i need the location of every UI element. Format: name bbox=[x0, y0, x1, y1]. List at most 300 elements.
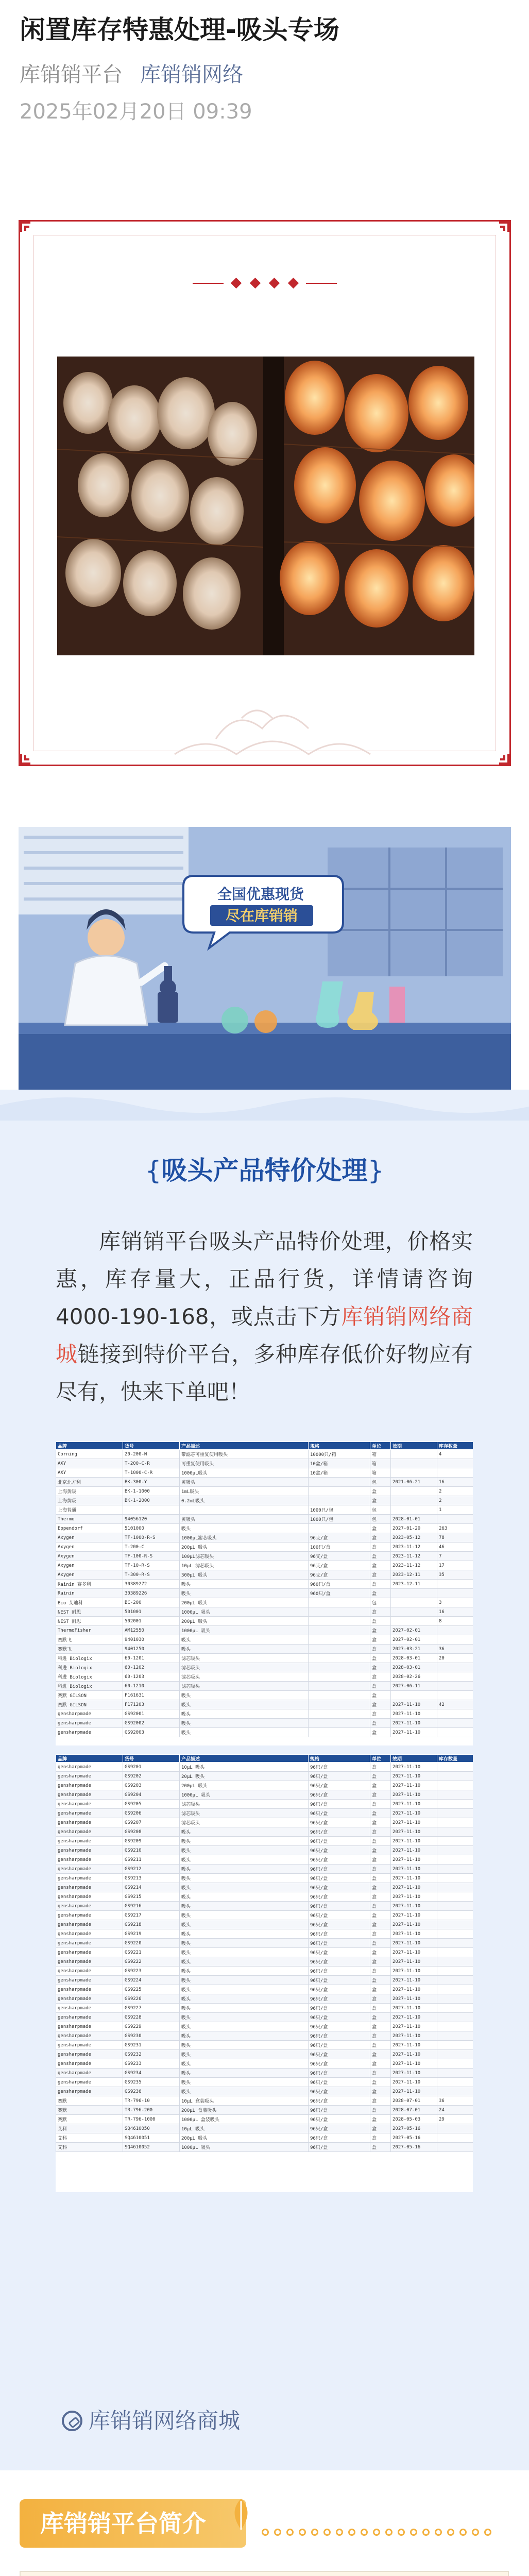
table-cell: 吸头 bbox=[180, 2031, 309, 2041]
table-row bbox=[56, 1772, 473, 1781]
table-cell: gensharpmade bbox=[56, 1827, 123, 1837]
table-cell: 2027-02-01 bbox=[391, 1635, 437, 1645]
table-cell bbox=[309, 1654, 370, 1663]
table-row bbox=[56, 1459, 473, 1468]
table-cell: 盒 bbox=[370, 1911, 391, 1920]
table-cell: 2 bbox=[437, 1496, 473, 1505]
table-row bbox=[56, 1533, 473, 1543]
table-cell: 2027-11-10 bbox=[391, 1911, 437, 1920]
table-cell: 盒 bbox=[370, 1589, 391, 1598]
table-cell: 5101000 bbox=[123, 1524, 180, 1533]
table-cell: 96支/盒 bbox=[309, 1561, 370, 1570]
table-cell: 96只/盒 bbox=[309, 1772, 370, 1781]
table-cell: 96只/盒 bbox=[309, 1985, 370, 1994]
table-cell: 2027-11-10 bbox=[391, 1920, 437, 1929]
table-cell: 2027-11-10 bbox=[391, 2078, 437, 2087]
table-cell: Bio 艾迪科 bbox=[56, 1598, 123, 1607]
table-row bbox=[56, 1948, 473, 1957]
table-cell: 96只/盒 bbox=[309, 2031, 370, 2041]
table-cell: BK-300-Y bbox=[123, 1478, 180, 1487]
table-cell: 2027-11-10 bbox=[391, 1976, 437, 1985]
table-header-cell: 货号 bbox=[123, 1755, 180, 1762]
bubble-line1: 全国优惠现货 bbox=[217, 886, 304, 903]
table-cell: Rainin bbox=[56, 1589, 123, 1598]
table-cell: 96只/盒 bbox=[309, 1855, 370, 1865]
table-cell: 科进 Biologix bbox=[56, 1663, 123, 1672]
table-cell: 盒 bbox=[370, 2069, 391, 2078]
table-cell: 9401250 bbox=[123, 1645, 180, 1654]
table-cell: 盒 bbox=[370, 1874, 391, 1883]
table-row bbox=[56, 1883, 473, 1892]
table-cell: 赛默飞 bbox=[56, 1645, 123, 1654]
table-cell: gensharpmade bbox=[56, 2050, 123, 2059]
table-cell: 上海黄吸 bbox=[56, 1487, 123, 1496]
table-cell bbox=[437, 1818, 473, 1827]
table-row bbox=[56, 1874, 473, 1883]
table-cell bbox=[437, 2022, 473, 2031]
table-row bbox=[56, 1855, 473, 1865]
table-cell bbox=[391, 1691, 437, 1700]
table-cell: 96只/盒 bbox=[309, 1790, 370, 1800]
table-cell: 科进 Biologix bbox=[56, 1654, 123, 1663]
table-row bbox=[56, 1543, 473, 1552]
table-cell: 盒 bbox=[370, 1994, 391, 2004]
table-cell: 96只/盒 bbox=[309, 2041, 370, 2050]
table-cell: T-1000-C-R bbox=[123, 1468, 180, 1478]
table-cell: gensharpmade bbox=[56, 2087, 123, 2096]
table-cell: 上海黄吸 bbox=[56, 1496, 123, 1505]
table-cell: 盒 bbox=[370, 1837, 391, 1846]
table-cell: Axygen bbox=[56, 1552, 123, 1561]
table-cell bbox=[437, 1468, 473, 1478]
table-cell: 2027-11-10 bbox=[391, 1709, 437, 1719]
table-cell: 盒 bbox=[370, 1700, 391, 1709]
table-cell bbox=[437, 1892, 473, 1902]
table-cell: 200μL 吸头 bbox=[180, 1781, 309, 1790]
table-row bbox=[56, 2022, 473, 2031]
table-cell: 包 bbox=[370, 1505, 391, 1515]
table-cell: 16 bbox=[437, 1478, 473, 1487]
table-cell: 盒 bbox=[370, 2115, 391, 2124]
table-cell: 盒 bbox=[370, 1929, 391, 1939]
publish-date: 2025年02月20日 09:39 bbox=[20, 100, 252, 124]
table-cell: GS92002 bbox=[123, 1719, 180, 1728]
table-cell: 吸头 bbox=[180, 1855, 309, 1865]
table-cell: 42 bbox=[437, 1700, 473, 1709]
table-cell: 盒 bbox=[370, 2041, 391, 2050]
table-cell: 滤芯吸头 bbox=[180, 1800, 309, 1809]
table-cell: gensharpmade bbox=[56, 2078, 123, 2087]
table-cell: 2027-11-10 bbox=[391, 1762, 437, 1772]
table-cell: 吸头 bbox=[180, 1902, 309, 1911]
table-cell: 1000μL 吸头 bbox=[180, 1790, 309, 1800]
table-cell bbox=[309, 1487, 370, 1496]
table-cell: 盒 bbox=[370, 1892, 391, 1902]
table-row bbox=[56, 2143, 473, 2152]
table-cell: 1000μL 吸头 bbox=[180, 1626, 309, 1635]
table-row bbox=[56, 1580, 473, 1589]
table-cell: GS9234 bbox=[123, 2069, 180, 2078]
table-cell: 2027-11-10 bbox=[391, 1846, 437, 1855]
table-cell: GS9225 bbox=[123, 1985, 180, 1994]
table-cell: 盒 bbox=[370, 1976, 391, 1985]
table-cell: 96只/盒 bbox=[309, 1929, 370, 1939]
table-cell: 带滤芯可重复使用吸头 bbox=[180, 1450, 309, 1459]
table-cell: 263 bbox=[437, 1524, 473, 1533]
table-cell bbox=[437, 1855, 473, 1865]
table-cell: 2028-07-01 bbox=[391, 2096, 437, 2106]
table-cell: 96只/盒 bbox=[309, 1892, 370, 1902]
table-cell: gensharpmade bbox=[56, 1892, 123, 1902]
table-row bbox=[56, 1719, 473, 1728]
table-cell: 盒 bbox=[370, 1487, 391, 1496]
price-table-2 bbox=[56, 1754, 473, 2192]
table-cell: GS9226 bbox=[123, 1994, 180, 2004]
table-cell bbox=[437, 2059, 473, 2069]
table-cell: 100只/盒 bbox=[309, 1543, 370, 1552]
table-cell: 艾科 bbox=[56, 2124, 123, 2133]
table-cell bbox=[437, 1663, 473, 1672]
table-row bbox=[56, 1496, 473, 1505]
table-cell: Axygen bbox=[56, 1543, 123, 1552]
table-cell: 吸头 bbox=[180, 2004, 309, 2013]
table-cell: GS9227 bbox=[123, 2004, 180, 2013]
table-cell: 96只/盒 bbox=[309, 1818, 370, 1827]
table-row bbox=[56, 1976, 473, 1985]
table-cell: 盒 bbox=[370, 2050, 391, 2059]
table-cell: 盒 bbox=[370, 1524, 391, 1533]
table-cell: 吸头 bbox=[180, 2078, 309, 2087]
table-cell: 2027-11-10 bbox=[391, 1902, 437, 1911]
table-cell: 2028-03-01 bbox=[391, 1663, 437, 1672]
article-header bbox=[20, 11, 509, 127]
table-cell bbox=[309, 1635, 370, 1645]
table-cell: 盒 bbox=[370, 1781, 391, 1790]
table-cell: 1000μL吸头 bbox=[180, 1468, 309, 1478]
table-row bbox=[56, 1967, 473, 1976]
table-cell: 吸头 bbox=[180, 1939, 309, 1948]
table-cell: 10盒/箱 bbox=[309, 1459, 370, 1468]
table-cell: TF-10-R-S bbox=[123, 1561, 180, 1570]
table-cell: gensharpmade bbox=[56, 1809, 123, 1818]
table-cell: GS9215 bbox=[123, 1892, 180, 1902]
table-cell bbox=[437, 1635, 473, 1645]
table-header-cell: 产品描述 bbox=[180, 1755, 309, 1762]
table-cell: 吸头 bbox=[180, 1967, 309, 1976]
table-cell: GS9203 bbox=[123, 1781, 180, 1790]
table-row bbox=[56, 2004, 473, 2013]
table-cell bbox=[437, 1985, 473, 1994]
table-cell: 盒 bbox=[370, 1790, 391, 1800]
table-cell: 2027-11-10 bbox=[391, 1800, 437, 1809]
cloud-decoration-icon bbox=[20, 662, 513, 765]
table-cell: 赛默 bbox=[56, 2115, 123, 2124]
table-cell: 2023-12-11 bbox=[391, 1580, 437, 1589]
table-cell: 吸头 bbox=[180, 1911, 309, 1920]
table-cell: 吸头 bbox=[180, 1920, 309, 1929]
table-cell bbox=[437, 1580, 473, 1589]
table-cell bbox=[437, 2124, 473, 2133]
intro-header bbox=[20, 2491, 509, 2548]
table-row bbox=[56, 1607, 473, 1617]
table-cell bbox=[437, 1800, 473, 1809]
table-row bbox=[56, 1515, 473, 1524]
table-cell: 盒 bbox=[370, 1496, 391, 1505]
table-cell: 盒 bbox=[370, 1846, 391, 1855]
table-row bbox=[56, 2031, 473, 2041]
table-cell: 盒 bbox=[370, 1645, 391, 1654]
table-cell: 吸头 bbox=[180, 2059, 309, 2069]
table-cell: 盒 bbox=[370, 2031, 391, 2041]
table-row bbox=[56, 1939, 473, 1948]
table-cell: gensharpmade bbox=[56, 1976, 123, 1985]
table-cell: 96只/盒 bbox=[309, 2143, 370, 2152]
table-header-cell: 单位 bbox=[370, 1755, 391, 1762]
table-cell: GS9204 bbox=[123, 1790, 180, 1800]
table-row bbox=[56, 1598, 473, 1607]
table-cell bbox=[391, 1459, 437, 1468]
table-row bbox=[56, 2013, 473, 2022]
table-cell bbox=[391, 1487, 437, 1496]
table-row bbox=[56, 1663, 473, 1672]
table-cell: 2027-11-10 bbox=[391, 2004, 437, 2013]
table-cell: GS9221 bbox=[123, 1948, 180, 1957]
table-cell bbox=[309, 1700, 370, 1709]
table-cell: 吸头 bbox=[180, 1635, 309, 1645]
table-row bbox=[56, 1626, 473, 1635]
table-cell: Rainin 赛多利 bbox=[56, 1580, 123, 1589]
table-row bbox=[56, 1561, 473, 1570]
table-cell: 盒 bbox=[370, 1626, 391, 1635]
table-cell: gensharpmade bbox=[56, 1874, 123, 1883]
table-cell: 科进 Biologix bbox=[56, 1682, 123, 1691]
dot-divider bbox=[262, 2528, 509, 2538]
table-cell bbox=[437, 2087, 473, 2096]
table-cell bbox=[180, 1505, 309, 1515]
table-cell: gensharpmade bbox=[56, 1902, 123, 1911]
table-cell: 盒 bbox=[370, 1939, 391, 1948]
table-cell: 2027-11-10 bbox=[391, 1892, 437, 1902]
table-cell: 可重复使用吸头 bbox=[180, 1459, 309, 1468]
table-cell: 2 bbox=[437, 1487, 473, 1496]
table-cell bbox=[437, 2078, 473, 2087]
table-cell: 2027-11-10 bbox=[391, 1700, 437, 1709]
table-row bbox=[56, 1846, 473, 1855]
table-cell: 2027-11-10 bbox=[391, 1728, 437, 1737]
table-cell: 96只/盒 bbox=[309, 1939, 370, 1948]
table-cell: 盒 bbox=[370, 1617, 391, 1626]
table-cell: 盒 bbox=[370, 1543, 391, 1552]
lantern-frame bbox=[19, 220, 511, 766]
table-cell: 盒 bbox=[370, 1728, 391, 1737]
table-cell: 96只/盒 bbox=[309, 1837, 370, 1846]
table-row bbox=[56, 2059, 473, 2069]
table-row bbox=[56, 2133, 473, 2143]
mall-link-text[interactable]: 库销销网络商城 bbox=[89, 2408, 241, 2433]
table-cell: 盒 bbox=[370, 2013, 391, 2022]
table-row bbox=[56, 1487, 473, 1496]
table-cell: gensharpmade bbox=[56, 2041, 123, 2050]
table-cell bbox=[437, 1589, 473, 1598]
table-row bbox=[56, 2096, 473, 2106]
table-cell: SQ4610050 bbox=[123, 2124, 180, 2133]
table-cell: 501001 bbox=[123, 1607, 180, 1617]
table-cell: gensharpmade bbox=[56, 1985, 123, 1994]
table-cell: 2028-01-01 bbox=[391, 1515, 437, 1524]
table-cell: 2027-11-10 bbox=[391, 1781, 437, 1790]
table-cell: 吸头 bbox=[180, 1865, 309, 1874]
table-cell: 2027-11-10 bbox=[391, 2031, 437, 2041]
table-cell: 盒 bbox=[370, 1654, 391, 1663]
table-cell: 吸头 bbox=[180, 1985, 309, 1994]
table-cell bbox=[437, 1948, 473, 1957]
table-row bbox=[56, 1781, 473, 1790]
table-row bbox=[56, 2041, 473, 2050]
table-cell: 2023-11-12 bbox=[391, 1543, 437, 1552]
table-cell: BC-200 bbox=[123, 1598, 180, 1607]
table-cell bbox=[437, 2041, 473, 2050]
corner-ornament-icon bbox=[17, 218, 41, 242]
table-cell: gensharpmade bbox=[56, 1948, 123, 1957]
table-cell: 200μL 吸头 bbox=[180, 1543, 309, 1552]
table-cell: 96只/盒 bbox=[309, 2078, 370, 2087]
table-cell: GS9206 bbox=[123, 1809, 180, 1818]
table-cell: 吸头 bbox=[180, 1846, 309, 1855]
table-cell: 200μL 吸头 bbox=[180, 1617, 309, 1626]
table-cell: 包 bbox=[370, 1478, 391, 1487]
account-link[interactable]: 库销销网络 bbox=[140, 63, 243, 87]
table-row bbox=[56, 1728, 473, 1737]
table-cell: 赛默 GILSON bbox=[56, 1700, 123, 1709]
table-cell: 2027-11-10 bbox=[391, 1809, 437, 1818]
table-cell: 1000μL 吸头 bbox=[180, 2143, 309, 2152]
table-cell bbox=[437, 1994, 473, 2004]
table-cell: 吸头 bbox=[180, 1929, 309, 1939]
table-cell: T-200-C-R bbox=[123, 1459, 180, 1468]
table-row bbox=[56, 1957, 473, 1967]
table-row bbox=[56, 1865, 473, 1874]
table-cell: 盒 bbox=[370, 2059, 391, 2069]
table-cell: 10000只/箱 bbox=[309, 1450, 370, 1459]
table-cell: 36 bbox=[437, 1645, 473, 1654]
table-header-cell: 效期 bbox=[391, 1755, 437, 1762]
table-cell: BK-1-1000 bbox=[123, 1487, 180, 1496]
table-row bbox=[56, 1617, 473, 1626]
table-cell: 30389226 bbox=[123, 1589, 180, 1598]
table-cell: GS9201 bbox=[123, 1762, 180, 1772]
table-cell: GS9209 bbox=[123, 1837, 180, 1846]
table-cell: gensharpmade bbox=[56, 2069, 123, 2078]
table-cell: 96只/盒 bbox=[309, 2069, 370, 2078]
table-cell: TF-100-R-S bbox=[123, 1552, 180, 1561]
table-cell bbox=[309, 1645, 370, 1654]
table-cell: 赛默 bbox=[56, 2096, 123, 2106]
table-cell: 吸头 bbox=[180, 2050, 309, 2059]
table-cell bbox=[391, 1617, 437, 1626]
table-cell: 吸头 bbox=[180, 1874, 309, 1883]
table-cell: GS9211 bbox=[123, 1855, 180, 1865]
table-cell bbox=[391, 1496, 437, 1505]
table-cell bbox=[437, 2004, 473, 2013]
table-row bbox=[56, 2050, 473, 2059]
table-cell: 96只/盒 bbox=[309, 1809, 370, 1818]
table-cell: AXY bbox=[56, 1459, 123, 1468]
table-cell: 2028-05-03 bbox=[391, 2115, 437, 2124]
table-cell: 盒 bbox=[370, 1719, 391, 1728]
table-cell bbox=[437, 1902, 473, 1911]
table-cell bbox=[391, 1607, 437, 1617]
table-cell: GS9213 bbox=[123, 1874, 180, 1883]
mall-link-line[interactable] bbox=[62, 2406, 240, 2436]
table-cell: 盒 bbox=[370, 1818, 391, 1827]
table-cell: 2023-12-11 bbox=[391, 1570, 437, 1580]
table-cell: 16 bbox=[437, 1607, 473, 1617]
table-row bbox=[56, 1468, 473, 1478]
table-cell: Eppendorf bbox=[56, 1524, 123, 1533]
table-cell: 吸头 bbox=[180, 1827, 309, 1837]
table-cell bbox=[391, 1589, 437, 1598]
table-row bbox=[56, 1762, 473, 1772]
table-cell bbox=[437, 1920, 473, 1929]
table-cell: GS9233 bbox=[123, 2059, 180, 2069]
table-cell: 2027-11-10 bbox=[391, 1939, 437, 1948]
table-row bbox=[56, 1672, 473, 1682]
table-cell: 7 bbox=[437, 1552, 473, 1561]
table-cell: TR-796-10 bbox=[123, 2096, 180, 2106]
table-cell bbox=[437, 1728, 473, 1737]
table-cell: 盒 bbox=[370, 1985, 391, 1994]
table-cell bbox=[437, 1459, 473, 1468]
table-cell: 2027-11-10 bbox=[391, 1985, 437, 1994]
table-cell: gensharpmade bbox=[56, 1818, 123, 1827]
table-cell: 96只/盒 bbox=[309, 1883, 370, 1892]
table-cell: 1000μL 盒装吸头 bbox=[180, 2115, 309, 2124]
table-cell: 滤芯吸头 bbox=[180, 1663, 309, 1672]
table-cell: 1000μL滤芯吸头 bbox=[180, 1533, 309, 1543]
table-cell: 盒 bbox=[370, 2133, 391, 2143]
table-cell: 吸头 bbox=[180, 1524, 309, 1533]
table-cell bbox=[391, 1450, 437, 1459]
table-cell: 0.2mL吸头 bbox=[180, 1496, 309, 1505]
table-cell: 黄吸头 bbox=[180, 1478, 309, 1487]
table-cell: gensharpmade bbox=[56, 1728, 123, 1737]
table-cell: GS92003 bbox=[123, 1728, 180, 1737]
table-row bbox=[56, 1478, 473, 1487]
table-cell: gensharpmade bbox=[56, 1837, 123, 1846]
table-cell: 2028-07-01 bbox=[391, 2106, 437, 2115]
table-cell: 吸头 bbox=[180, 1589, 309, 1598]
table-header-cell: 库存数量 bbox=[437, 1755, 473, 1762]
table-cell: 24 bbox=[437, 2106, 473, 2115]
table-cell: 2027-11-10 bbox=[391, 2069, 437, 2078]
table-cell: GS9205 bbox=[123, 1800, 180, 1809]
table-cell: 盒 bbox=[370, 1920, 391, 1929]
leaf-icon bbox=[223, 2496, 259, 2532]
mall-link[interactable]: 库销销网络商城 bbox=[56, 1304, 473, 1367]
table-cell: gensharpmade bbox=[56, 1846, 123, 1855]
table-cell: 包 bbox=[370, 1598, 391, 1607]
table-cell: GS92001 bbox=[123, 1709, 180, 1719]
table-row bbox=[56, 2087, 473, 2096]
source-label: 库销销平台 bbox=[20, 63, 123, 87]
table-row bbox=[56, 2078, 473, 2087]
table-cell bbox=[437, 2013, 473, 2022]
table-cell: 1000μL 吸头 bbox=[180, 1607, 309, 1617]
table-cell: 北京北方利 bbox=[56, 1478, 123, 1487]
table-cell: 96只/盒 bbox=[309, 1902, 370, 1911]
table-cell: GS9230 bbox=[123, 2031, 180, 2041]
table-cell: GS9216 bbox=[123, 1902, 180, 1911]
